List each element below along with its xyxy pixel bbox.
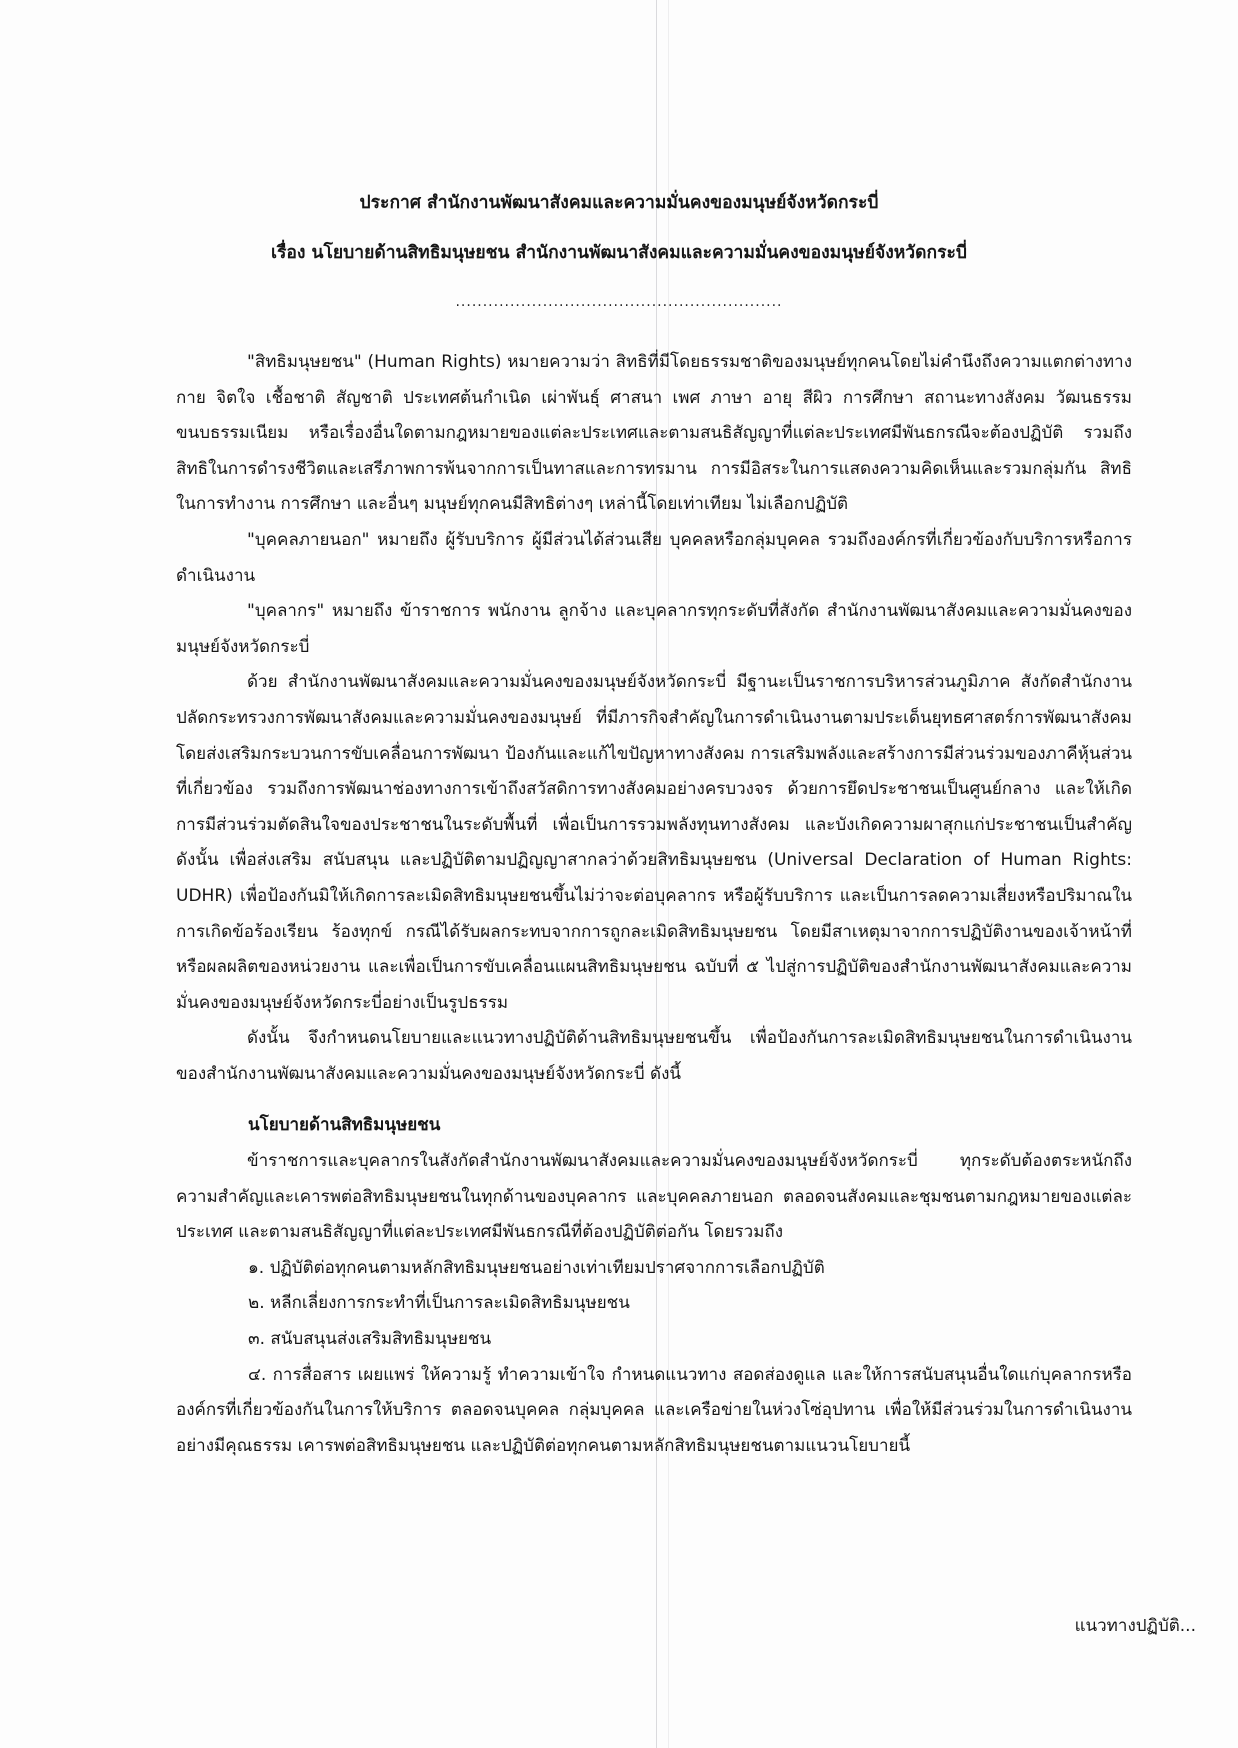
policy-item: ๔. การสื่อสาร เผยแพร่ ให้ความรู้ ทำความเข้าใจ กำหนดแนวทาง สอดส่องดูแล และให้การสนับสนุนอื่นใดแก่บุคลากรหรือองค์กรที่เกี่ยวข้องกันในการให้บริการ ตลอดจนบุคคล กลุ่มบุคคล และเครือข่ายในห่วงโซ่อุปทาน เพื่อให้มีส่วนร่วมในการดำเนินงานอย่างมีคุณธรรม เคารพต่อสิทธิมนุษยชน และปฏิบัติต่อทุกคนตามหลักสิทธิมนุษยชนตามแนวนโยบายนี้ bbox=[176, 1364, 1132, 1456]
policy-heading: นโยบายด้านสิทธิมนุษยชน bbox=[248, 1115, 441, 1136]
document-body bbox=[176, 345, 1132, 1464]
definition-outsiders: "บุคคลภายนอก" หมายถึง ผู้รับบริการ ผู้มีส่วนได้ส่วนเสีย บุคคลหรือกลุ่มบุคคล รวมถึงองค์กรที่เกี่ยวข้องกับบริการหรือการดำเนินงาน bbox=[176, 529, 1132, 586]
background-paragraph: ด้วย สำนักงานพัฒนาสังคมและความมั่นคงของมนุษย์จังหวัดกระบี่ มีฐานะเป็นราชการบริหารส่วนภูมิภาค สังกัดสำนักงานปลัดกระทรวงการพัฒนาสังคมและความมั่นคงของมนุษย์ ที่มีภารกิจสำคัญในการดำเนินงานตามประเด็นยุทธศาสตร์การพัฒนาสังคม โดยส่งเสริมกระบวนการขับเคลื่อนการพัฒนา ป้องกันและแก้ไขปัญหาทางสังคม การเสริมพลังและสร้างการมีส่วนร่วมของภาคีหุ้นส่วนที่เกี่ยวข้อง รวมถึงการพัฒนาช่องทางการเข้าถึงสวัสดิการทางสังคมอย่างครบวงจร ด้วยการยึดประชาชนเป็นศูนย์กลาง และให้เกิดการมีส่วนร่วมตัดสินใจของประชาชนในระดับพื้นที่ เพื่อเป็นการรวมพลังทุนทางสังคม และบังเกิดความผาสุกแก่ประชาชนเป็นสำคัญ ดังนั้น เพื่อส่งเสริม สนับสนุน และปฏิบัติตามปฏิญญาสากลว่าด้วยสิทธิมนุษยชน (Universal Declaration of Human Rights: UDHR) เพื่อป้องกันมิให้เกิดการละเมิดสิทธิมนุษยชนขึ้นไม่ว่าจะต่อบุคลากร หรือผู้รับบริการ และเป็นการลดความเสี่ยงหรือปริมาณในการเกิดข้อร้องเรียน ร้องทุกข์ กรณีได้รับผลกระทบจากการถูกละเมิดสิทธิมนุษยชน โดยมีสาเหตุมาจากการปฏิบัติงานของเจ้าหน้าที่ หรือผลผลิตของหน่วยงาน และเพื่อเป็นการขับเคลื่อนแผนสิทธิมนุษยชน ฉบับที่ ๕ ไปสู่การปฏิบัติของสำนักงานพัฒนาสังคมและความมั่นคงของมนุษย์จังหวัดกระบี่อย่างเป็นรูปธรรม bbox=[176, 672, 1132, 1013]
definition-human-rights: "สิทธิมนุษยชน" (Human Rights) หมายความว่า สิทธิที่มีโดยธรรมชาติของมนุษย์ทุกคนโดยไม่คำนึงถึงความแตกต่างทางกาย จิตใจ เชื้อชาติ สัญชาติ ประเทศต้นกำเนิด เผ่าพันธุ์ ศาสนา เพศ ภาษา อายุ สีผิว การศึกษา สถานะทางสังคม วัฒนธรรม ขนบธรรมเนียม หรือเรื่องอื่นใดตามกฎหมายของแต่ละประเทศและตามสนธิสัญญาที่แต่ละประเทศมีพันธกรณีจะต้องปฏิบัติ รวมถึงสิทธิในการดำรงชีวิตและเสรีภาพการพ้นจากการเป็นทาสและการทรมาน การมีอิสระในการแสดงความคิดเห็นและรวมกลุ่มกัน สิทธิในการทำงาน การศึกษา และอื่นๆ มนุษย์ทุกคนมีสิทธิต่างๆ เหล่านี้โดยเท่าเทียม ไม่เลือกปฏิบัติ bbox=[176, 352, 1132, 515]
policy-item: ๓. สนับสนุนส่งเสริมสิทธิมนุษยชน bbox=[248, 1329, 492, 1350]
announcement-subject: เรื่อง นโยบายด้านสิทธิมนุษยชน สำนักงานพัฒนาสังคมและความมั่นคงของมนุษย์จังหวัดกระบี่ bbox=[271, 243, 967, 263]
title-separator: ............................................................ bbox=[455, 294, 783, 310]
definition-personnel: "บุคลากร" หมายถึง ข้าราชการ พนักงาน ลูกจ้าง และบุคลากรทุกระดับที่สังกัด สำนักงานพัฒนาสังคมและความมั่นคงของมนุษย์จังหวัดกระบี่ bbox=[176, 601, 1132, 657]
continuation-note: แนวทางปฏิบัติ... bbox=[1074, 1616, 1196, 1636]
announcement-title: ประกาศ สำนักงานพัฒนาสังคมและความมั่นคงของมนุษย์จังหวัดกระบี่ bbox=[359, 193, 879, 213]
policy-intro: ข้าราชการและบุคลากรในสังกัดสำนักงานพัฒนาสังคมและความมั่นคงของมนุษย์จังหวัดกระบี่ ทุกระดับต้องตระหนักถึงความสำคัญและเคารพต่อสิทธิมนุษยชนในทุกด้านของบุคลากร และบุคคลภายนอก ตลอดจนสังคมและชุมชนตามกฎหมายของแต่ละประเทศ และตามสนธิสัญญาที่แต่ละประเทศมีพันธกรณีที่ต้องปฏิบัติต่อกัน โดยรวมถึง bbox=[176, 1151, 1132, 1243]
policy-item: ๒. หลีกเลี่ยงการกระทำที่เป็นการละเมิดสิทธิมนุษยชน bbox=[248, 1293, 630, 1314]
purpose-paragraph: ดังนั้น จึงกำหนดนโยบายและแนวทางปฏิบัติด้านสิทธิมนุษยชนขึ้น เพื่อป้องกันการละเมิดสิทธิมนุษยชนในการดำเนินงานของสำนักงานพัฒนาสังคมและความมั่นคงของมนุษย์จังหวัดกระบี่ ดังนี้ bbox=[176, 1028, 1132, 1084]
policy-item: ๑. ปฏิบัติต่อทุกคนตามหลักสิทธิมนุษยชนอย่างเท่าเทียมปราศจากการเลือกปฏิบัติ bbox=[248, 1257, 825, 1278]
